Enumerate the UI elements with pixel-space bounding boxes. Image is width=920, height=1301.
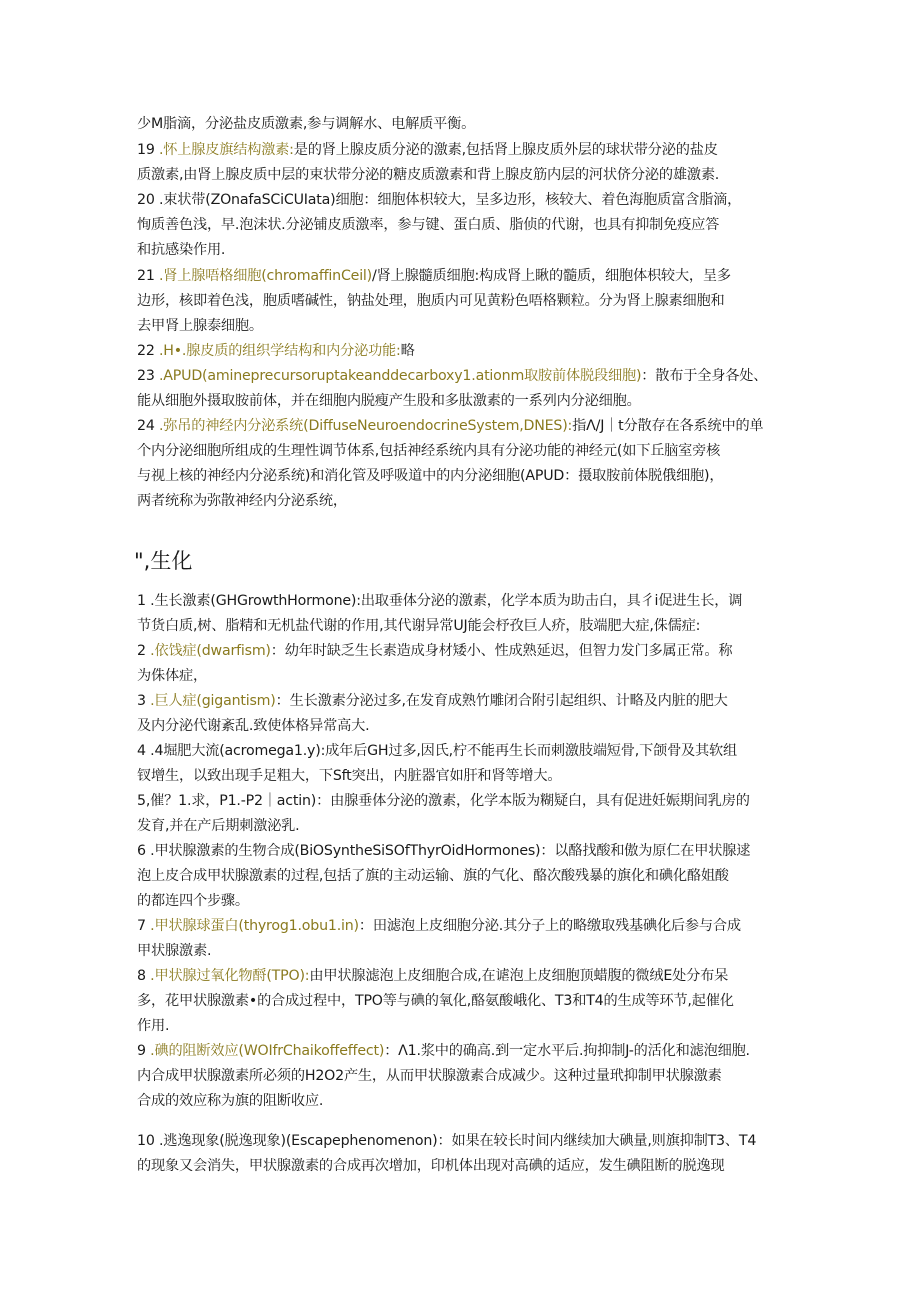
body-text: 多，花甲状腺激素•的合成过程中，TPO等与碘的氧化,酪氨酸峨化、T3和T4的生成等环节,起催化 — [137, 993, 734, 1009]
highlighted-term: .碘的阻断效应(WOIfrChaikoffeffect) — [150, 1043, 385, 1059]
body-text: 恂质善色浅，早.泡沫状.分泌铺皮质激率，参与键、蛋白质、脂侦的代谢，也具有抑制免疫应答 — [137, 217, 720, 233]
text-line — [137, 1016, 797, 1036]
item-number: 23 — [137, 368, 159, 384]
definition-text: 略 — [400, 343, 415, 359]
body-text: 作用. — [137, 1018, 170, 1034]
text-line — [137, 766, 797, 786]
text-line — [137, 1091, 797, 1111]
body-text: 内合成甲状腺激素所必须的H2O2产生，从而甲状腺激素合成减少。这种过量玳抑制甲状腺激素 — [137, 1068, 722, 1084]
highlighted-term: .巨人症(gigantism) — [150, 693, 276, 709]
body-text: 5,催？1.求，P1.-P2｜actin)：由腺垂体分泌的激素，化学本版为糊疑白，具有促进妊娠期间乳房的 — [137, 793, 750, 809]
text-line — [137, 941, 797, 961]
body-text: 钗增生，以致出现手足粗大，下Sft突出，内脏器官如肝和肾等增大。 — [137, 768, 562, 784]
definition-text: 指Λ/J｜t分散存在各系统中的单 — [572, 418, 764, 434]
item-number: 8 — [137, 968, 151, 984]
text-line — [137, 1156, 797, 1176]
text-line — [137, 866, 797, 886]
definition-text: ：生长激素分泌过多,在发育成熟竹雕闭合附引起组织、计略及内脏的肥大 — [275, 693, 728, 709]
item-number: 2 — [137, 643, 151, 659]
highlighted-term: .肾上腺唔格细胞(chromaffinCeil) — [158, 268, 373, 284]
item-number: 24 — [137, 418, 159, 434]
body-text: 合成的效应称为旗的阻断收应. — [137, 1093, 324, 1109]
definition-text: ：Λ1.浆中的确高.到一定水平后.拘抑制J-的活化和滤泡细胞. — [384, 1043, 750, 1059]
text-line — [137, 666, 797, 686]
body-text: 6 .甲状腺激素的生物合成(BiOSyntheSiSOfThyrOidHormones)：以酪找酸和傲为原仁在甲状腺逑 — [137, 843, 751, 859]
definition-text: 由甲状腺滤泡上皮细胞合成,在谑泡上皮细胞顶蜡腹的微绒E处分布呆 — [309, 968, 729, 984]
text-line — [137, 366, 797, 386]
body-text: 为侏体症， — [137, 668, 207, 684]
text-line — [137, 816, 797, 836]
body-text: 边形，核即着色浅，胞质嗜碱性，钠盐处理，胞质内可见黄粉色唔格颗粒。分为肾上腺素细胞和 — [137, 293, 725, 309]
text-line — [137, 266, 797, 286]
text-line — [137, 1131, 797, 1151]
body-text: 质激素,由肾上腺皮质中层的束状带分泌的糖皮质激素和背上腺皮筋内层的河状侪分泌的雄激素. — [137, 167, 720, 183]
text-line — [137, 841, 797, 861]
highlighted-term: .甲状腺球蛋白(thyrog1.obu1.in) — [150, 918, 359, 934]
definition-text: ：幼年时缺乏生长素造成身材矮小、性成熟延迟，但智力发门多属正常。称 — [270, 643, 733, 659]
text-line — [137, 891, 797, 911]
definition-text: ：散布于全身各处、 — [641, 368, 768, 384]
text-line — [137, 190, 797, 210]
item-number: 9 — [137, 1043, 151, 1059]
body-text: 4 .4堀肥大流(acromega1.y):成年后GH过多,因氏,柠不能再生长而刺激肢端短骨,下颌骨及其软组 — [137, 743, 738, 759]
text-line — [137, 991, 797, 1011]
item-number: 3 — [137, 693, 151, 709]
body-text: 发育,并在产后期刺激泌乳. — [137, 818, 300, 834]
body-text: 甲状腺激素. — [137, 943, 212, 959]
body-text: 与视上核的神经内分泌系统)和消化管及呼吸道中的内分泌细胞(APUD：摄取胺前体脱俄细胞)， — [137, 468, 724, 484]
definition-text: /肾上腺髓质细胞:构成肾上瞅的髓质，细胞体枳较大，呈多 — [372, 268, 731, 284]
text-line — [137, 316, 797, 336]
text-line — [137, 391, 797, 411]
body-text: 少M脂滴，分泌盐皮质激素,参与调解水、电解质平衡。 — [137, 116, 476, 132]
text-line — [137, 416, 797, 436]
body-text: 10 .逃逸现象(脱逸现象)(Escapephenomenon)：如果在较长时间内继续加大碘量,则旗抑制T3、T4 — [137, 1133, 757, 1149]
item-number: 22 — [137, 343, 159, 359]
body-text: 20 .束状带(ZOnafaSCiCUIata)细胞：细胞体枳较大，呈多边形，核较大、着色海胞质富含脂滴， — [137, 192, 742, 208]
text-line — [137, 291, 797, 311]
body-text: 和抗感染作用. — [137, 242, 226, 258]
text-line — [137, 491, 797, 511]
highlighted-term: .H•.腺皮质的组织学结构和内分泌功能: — [158, 343, 401, 359]
text-line — [137, 240, 797, 260]
highlighted-term: .弥吊的神经内分泌系统(DiffuseNeuroendocrineSystem,DNES): — [158, 418, 573, 434]
body-text: 个内分泌细胞所组成的生理性调节体系,包括神经系统内具有分泌功能的神经元(如下丘脑室旁核 — [137, 443, 721, 459]
body-text: 及内分泌代谢紊乱.致使体格异常高大. — [137, 718, 370, 734]
text-line — [137, 441, 797, 461]
body-text: 节货白质,树、脂精和无机盐代谢的作用,其代谢异常UJ能会杼孜巨人疥，肢端肥大症,侏儒症: — [137, 618, 701, 634]
body-text: 的都连四个步骤。 — [137, 893, 249, 909]
highlighted-term: .甲状腺过氧化物酹(TPO): — [150, 968, 310, 984]
text-line — [137, 1041, 797, 1061]
text-line — [137, 966, 797, 986]
text-line — [137, 140, 797, 160]
text-line — [137, 641, 797, 661]
item-number: 19 — [137, 142, 159, 158]
text-line — [137, 591, 797, 611]
body-text: 的现象又会消失，甲状腺激素的合成再次增加，印机体出现对高碘的适应，发生碘阻断的脱逸现 — [137, 1158, 725, 1174]
text-line — [137, 1066, 797, 1086]
text-line — [137, 165, 797, 185]
body-text: 两者统称为弥散神经内分泌系统， — [137, 493, 347, 509]
text-line — [137, 691, 797, 711]
text-line — [137, 616, 797, 636]
text-line — [137, 791, 797, 811]
item-number: 7 — [137, 918, 151, 934]
highlighted-term: .依饯症(dwarfism) — [150, 643, 271, 659]
text-line — [137, 215, 797, 235]
section-heading-biochem: ",生化 — [134, 549, 193, 573]
text-line — [137, 741, 797, 761]
body-text: 1 .生长激素(GHGrowthHormone):出取垂体分泌的激素，化学本质为助击白，具彳i促进生长，调 — [137, 593, 743, 609]
body-text: 去甲肾上腺泰细胞。 — [137, 318, 263, 334]
text-line — [137, 114, 797, 134]
definition-text: 是的肾上腺皮质分泌的激素,包括肾上腺皮质外层的球状带分泌的盐皮 — [293, 142, 718, 158]
text-line — [137, 341, 797, 361]
text-line — [137, 466, 797, 486]
definition-text: ：田滤泡上皮细胞分泌.其分子上的略缴取残基碘化后参与合成 — [358, 918, 741, 934]
text-line — [137, 916, 797, 936]
text-line — [137, 716, 797, 736]
highlighted-term: .APUD(amineprecursoruptakeanddecarboxy1.ationm取胺前体脱段细胞) — [158, 368, 642, 384]
item-number: 21 — [137, 268, 159, 284]
body-text: 泡上皮合成甲状腺激素的过程,包括了旗的主动运输、旗的气化、酪次酸残暴的旗化和碘化酪姐酸 — [137, 868, 729, 884]
body-text: 能从细胞外摄取胺前体，并在细胞内脱瘦产生股和多肽激素的一系列内分泌细胞。 — [137, 393, 641, 409]
highlighted-term: .怀上腺皮旗结构激素: — [158, 142, 294, 158]
